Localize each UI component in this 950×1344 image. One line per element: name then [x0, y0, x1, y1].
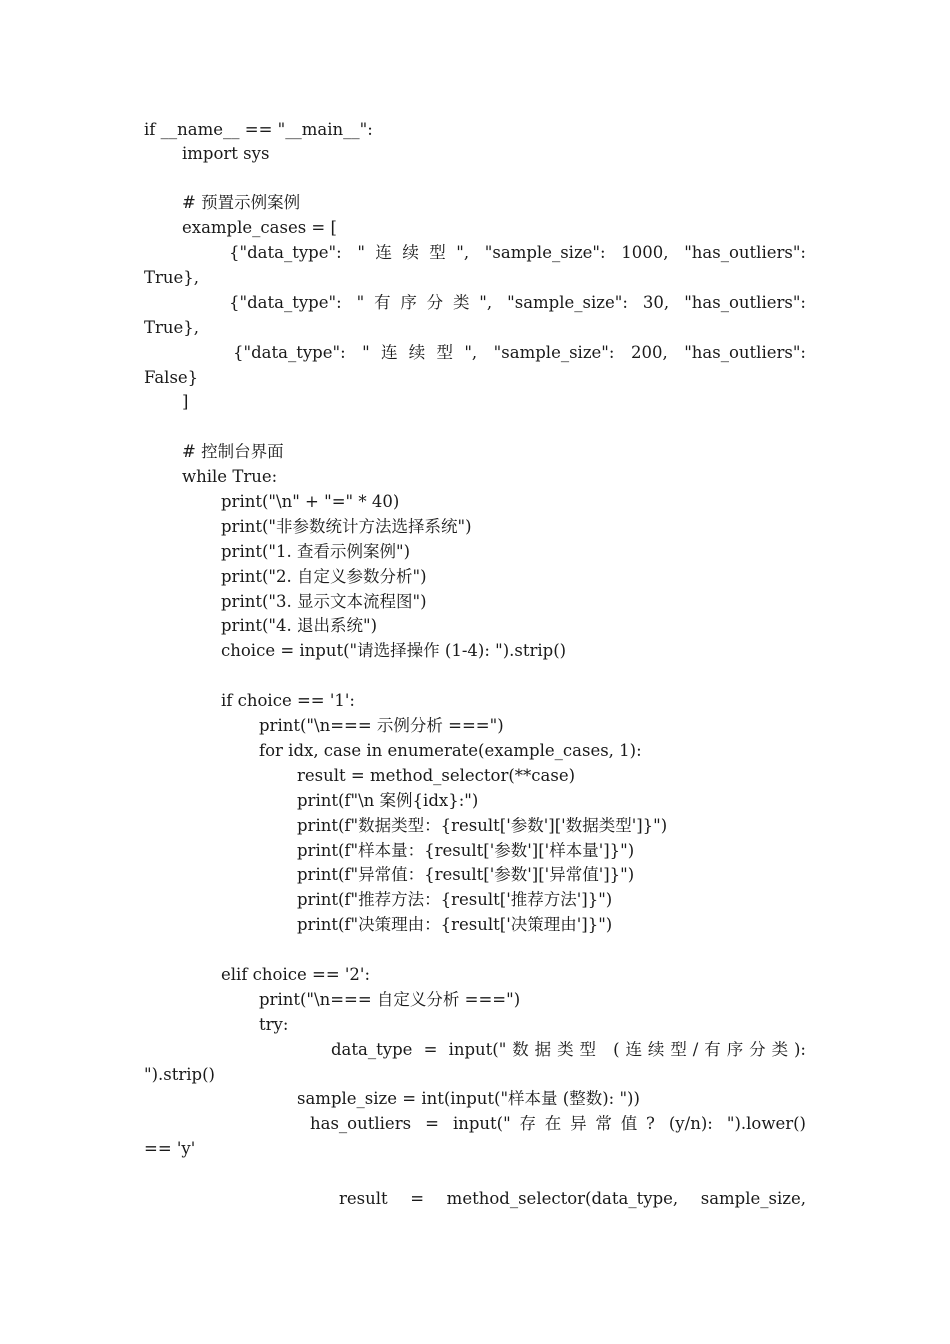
code-line: print("4. 退出系统") — [221, 616, 378, 635]
code-line: True}, — [144, 318, 200, 337]
code-line: ").strip() — [144, 1065, 215, 1084]
code-line: print("非参数统计方法选择系统") — [221, 517, 472, 536]
code-line: result = method_selector(data_type, sample_size, — [339, 1189, 806, 1208]
code-line: print(f"\n 案例{idx}:") — [297, 791, 479, 810]
code-line: import sys — [182, 144, 270, 163]
code-line: {"data_type": "有序分类", "sample_size": 30, "has_outliers": — [229, 293, 806, 312]
code-line: # 预置示例案例 — [182, 193, 301, 212]
code-line: False} — [144, 368, 199, 387]
code-line: print(f"异常值：{result['参数']['异常值']}") — [297, 865, 635, 884]
code-line: print("1. 查看示例案例") — [221, 542, 411, 561]
code-line: for idx, case in enumerate(example_cases, 1): — [259, 741, 642, 760]
code-line: sample_size = int(input("样本量 (整数): ")) — [297, 1089, 640, 1108]
code-line: elif choice == '2': — [221, 965, 371, 984]
code-line: print(f"数据类型：{result['参数']['数据类型']}") — [297, 816, 668, 835]
code-line: while True: — [182, 467, 278, 486]
code-line: {"data_type": "连续型", "sample_size": 1000, "has_outliers": — [229, 243, 806, 262]
code-line: print("2. 自定义参数分析") — [221, 567, 427, 586]
code-line: print("\n=== 示例分析 ===") — [259, 716, 504, 735]
code-line: {"data_type": "连续型", "sample_size": 200, "has_outliers": — [233, 343, 806, 362]
code-line: True}, — [144, 268, 200, 287]
code-line: data_type = input("数据类型 (连续型/有序分类): — [331, 1040, 806, 1059]
code-line: has_outliers = input("存在异常值? (y/n): ").lower() — [310, 1114, 806, 1133]
code-line: choice = input("请选择操作 (1-4): ").strip() — [221, 641, 567, 660]
code-line: == 'y' — [144, 1139, 196, 1158]
code-line: result = method_selector(**case) — [297, 766, 576, 785]
code-line: print(f"推荐方法：{result['推荐方法']}") — [297, 890, 613, 909]
code-line: print("\n=== 自定义分析 ===") — [259, 990, 521, 1009]
code-line: try: — [259, 1015, 289, 1034]
code-line: print("\n" + "=" * 40) — [221, 492, 400, 511]
code-line: print(f"样本量：{result['参数']['样本量']}") — [297, 841, 635, 860]
code-line: example_cases = [ — [182, 218, 337, 237]
code-line: print("3. 显示文本流程图") — [221, 592, 427, 611]
code-line: print(f"决策理由：{result['决策理由']}") — [297, 915, 613, 934]
code-line: # 控制台界面 — [182, 442, 284, 461]
code-line: if choice == '1': — [221, 691, 355, 710]
code-line: ] — [182, 392, 189, 411]
code-line: if __name__ == "__main__": — [144, 120, 373, 139]
